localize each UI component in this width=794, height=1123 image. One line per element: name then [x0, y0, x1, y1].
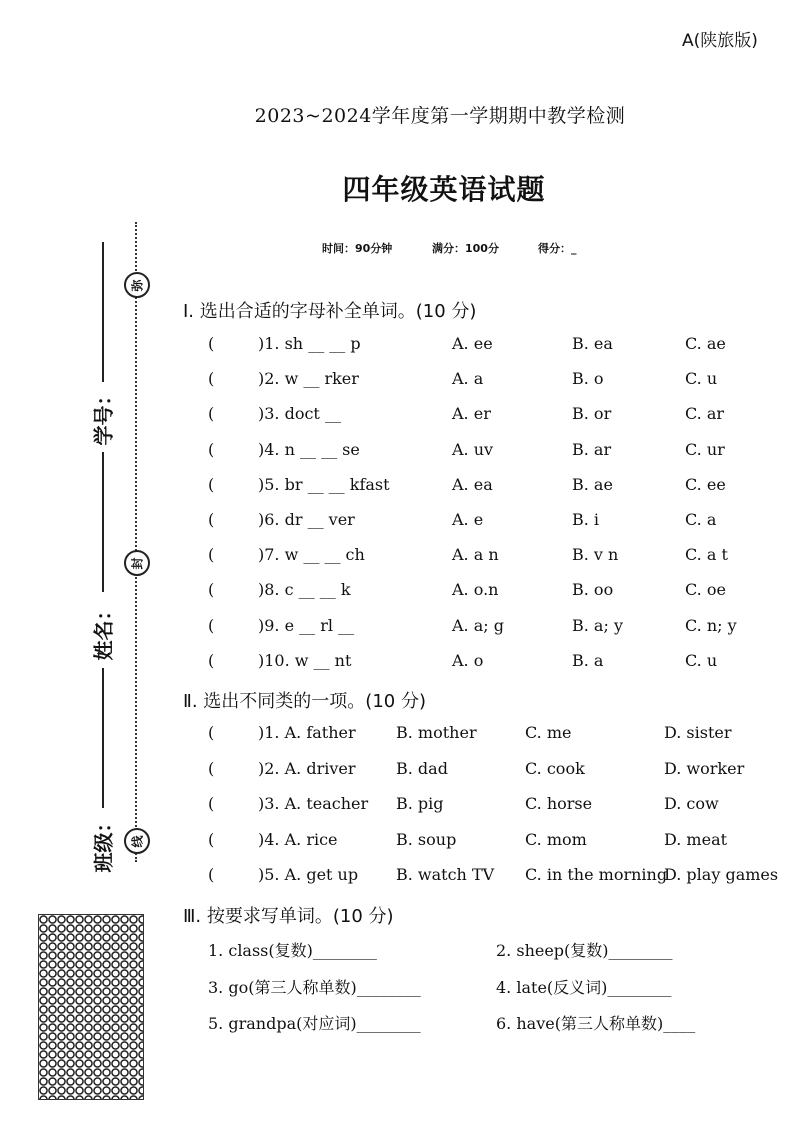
question-text: )9. e __ rl __ — [258, 615, 355, 635]
option-d: D. worker — [664, 758, 745, 778]
fill-question-left: 3. go(第三人称单数)________ — [208, 977, 421, 997]
fill-question-left: 1. class(复数)________ — [208, 941, 377, 960]
option-b: B. v n — [572, 545, 619, 565]
option-b: B. or — [572, 404, 612, 424]
option-c: C. horse — [525, 794, 593, 813]
option-a: A. e — [452, 510, 484, 529]
option-c: C. n; y — [685, 615, 737, 635]
class-label: 班级： — [91, 812, 116, 872]
option-d: D. cow — [664, 794, 719, 813]
exam-title: 2023~2024学年度第一学期期中教学检测 — [254, 105, 626, 127]
option-c: C. me — [525, 723, 572, 742]
option-a: A. ea — [452, 474, 493, 494]
option-b: B. o — [572, 369, 604, 389]
seal-mark-middle: 封 — [124, 550, 150, 576]
option-b: B. dad — [396, 758, 448, 778]
answer-bracket: ( — [208, 794, 215, 813]
section3-title: Ⅲ. 按要求写单词。(10 分) — [183, 906, 394, 927]
student-no-label: 学号： — [91, 385, 116, 445]
option-a: A. o.n — [452, 580, 499, 600]
option-c: C. a — [685, 510, 717, 529]
option-b: B. ar — [572, 439, 612, 459]
option-a: A. uv — [452, 439, 494, 459]
question-text: )10. w __ nt — [258, 650, 352, 670]
edition-label: A(陕旅版) — [682, 31, 758, 51]
option-a: )3. A. teacher — [258, 794, 369, 813]
question-row — [0, 334, 794, 364]
question-row — [0, 723, 794, 753]
option-b: B. mother — [396, 723, 477, 742]
answer-bracket: ( — [208, 439, 215, 459]
question-row — [0, 759, 794, 789]
question-text: )5. br __ __ kfast — [258, 474, 390, 494]
option-d: D. play games — [664, 865, 779, 884]
option-a: A. a n — [452, 545, 499, 565]
answer-bracket: ( — [208, 650, 215, 670]
option-d: D. sister — [664, 723, 732, 742]
question-row — [0, 1011, 794, 1041]
option-c: C. oe — [685, 580, 726, 600]
question-text: )1. sh __ __ p — [258, 334, 361, 353]
question-text: )3. doct __ — [258, 404, 341, 424]
question-row — [0, 404, 794, 434]
question-text: )4. n __ __ se — [258, 439, 360, 459]
answer-bracket: ( — [208, 404, 215, 424]
seal-mark-top: 弥 — [124, 272, 150, 298]
question-text: )2. w __ rker — [258, 369, 359, 389]
option-b: B. a; y — [572, 615, 623, 635]
question-row — [0, 545, 794, 575]
paper-title: 四年级英语试题 — [342, 173, 546, 206]
option-c: C. u — [685, 369, 718, 389]
answer-bracket: ( — [208, 865, 215, 884]
option-c: C. cook — [525, 758, 585, 778]
option-b: B. pig — [396, 794, 444, 813]
question-row — [0, 510, 794, 540]
question-row — [0, 830, 794, 860]
option-c: C. a t — [685, 545, 728, 565]
section2-title: Ⅱ. 选出不同类的一项。(10 分) — [183, 691, 426, 712]
option-b: B. watch TV — [396, 865, 495, 884]
option-b: B. a — [572, 650, 604, 670]
answer-bracket: ( — [208, 545, 215, 565]
option-c: C. ar — [685, 404, 725, 424]
question-row — [0, 975, 794, 1005]
answer-bracket: ( — [208, 334, 215, 353]
full-score: 满分：100分 — [432, 242, 499, 255]
answer-bracket: ( — [208, 829, 215, 849]
question-row — [0, 475, 794, 505]
fill-question-right: 2. sheep(复数)________ — [496, 941, 673, 960]
option-a: )5. A. get up — [258, 865, 359, 884]
question-row — [0, 794, 794, 824]
option-a: )4. A. rice — [258, 829, 338, 849]
option-b: B. ea — [572, 334, 613, 353]
question-row — [0, 580, 794, 610]
answer-bracket: ( — [208, 615, 215, 635]
option-a: A. a — [452, 369, 484, 389]
fill-question-right: 4. late(反义词)________ — [496, 977, 672, 997]
name-label: 姓名： — [91, 600, 116, 660]
question-row — [0, 865, 794, 895]
option-c: C. ae — [685, 334, 726, 353]
seal-mark-bottom: 线 — [124, 828, 150, 854]
answer-bracket: ( — [208, 369, 215, 389]
option-c: C. ur — [685, 439, 725, 459]
option-b: B. soup — [396, 829, 457, 849]
answer-bracket: ( — [208, 474, 215, 494]
option-a: )1. A. father — [258, 723, 356, 742]
option-c: C. mom — [525, 829, 587, 849]
option-b: B. i — [572, 510, 600, 529]
question-row — [0, 651, 794, 681]
option-b: B. oo — [572, 580, 614, 600]
section1-title: Ⅰ. 选出合适的字母补全单词。(10 分) — [183, 301, 477, 322]
option-c: C. u — [685, 650, 718, 670]
answer-bracket: ( — [208, 580, 215, 600]
fill-question-left: 5. grandpa(对应词)________ — [208, 1014, 421, 1033]
question-row — [0, 369, 794, 399]
option-a: A. a; g — [452, 615, 504, 635]
fill-question-right: 6. have(第三人称单数)____ — [496, 1014, 696, 1033]
answer-bracket: ( — [208, 723, 215, 742]
option-b: B. ae — [572, 474, 613, 494]
exam-time: 时间：90分钟 — [322, 242, 393, 255]
question-row — [0, 616, 794, 646]
option-c: C. in the morning — [525, 865, 668, 884]
option-a: A. er — [452, 404, 491, 424]
question-row — [0, 440, 794, 470]
score-field: 得分：_ — [538, 242, 577, 255]
option-a: A. ee — [452, 334, 493, 353]
option-a: )2. A. driver — [258, 758, 356, 778]
question-text: )7. w __ __ ch — [258, 545, 365, 565]
option-d: D. meat — [664, 829, 728, 849]
option-a: A. o — [452, 650, 484, 670]
answer-bracket: ( — [208, 758, 215, 778]
answer-bracket: ( — [208, 510, 215, 529]
question-row — [0, 938, 794, 968]
question-text: )6. dr __ ver — [258, 510, 355, 529]
option-c: C. ee — [685, 474, 726, 494]
question-text: )8. c __ __ k — [258, 580, 351, 600]
